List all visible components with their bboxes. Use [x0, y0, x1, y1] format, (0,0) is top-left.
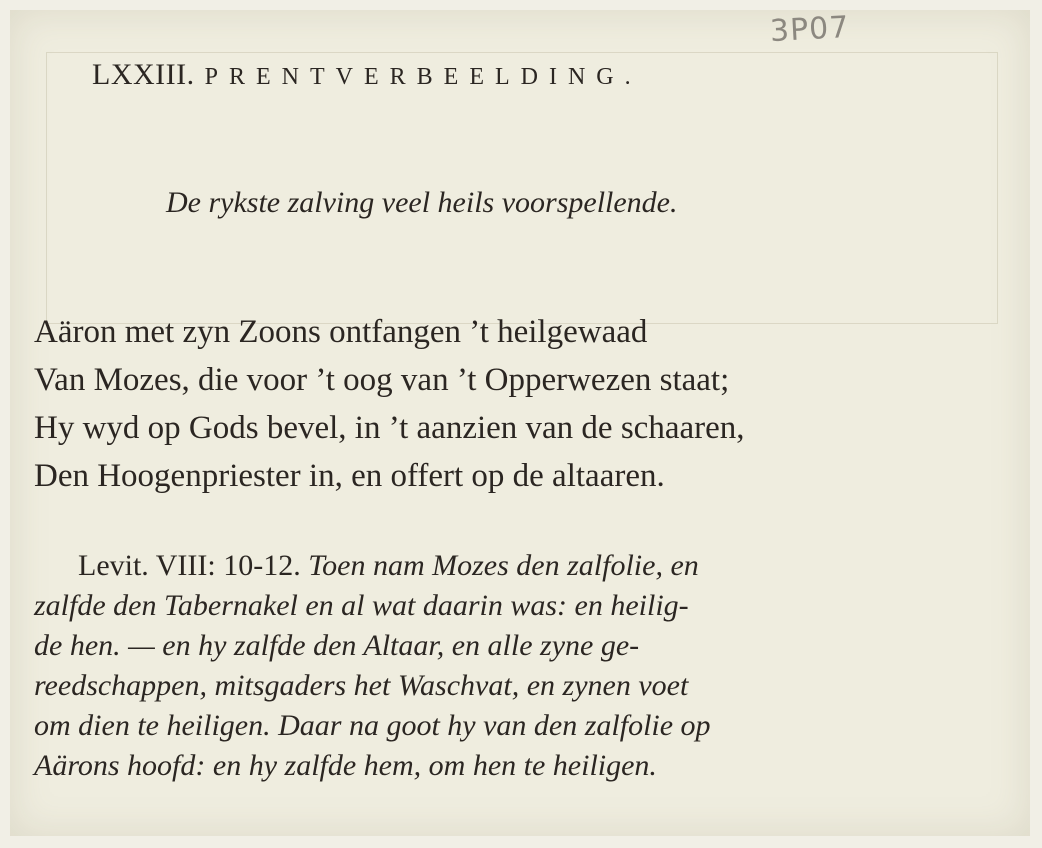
- scripture-reference: Levit. VIII: 10-12.: [78, 549, 301, 582]
- scripture-line: reedschappen, mitsgaders het Waschvat, en zynen voet: [34, 669, 689, 702]
- scripture-line: de hen. — en hy zalfde den Altaar, en alle zyne ge-: [34, 629, 640, 662]
- heading-title: PRENTVERBEELDING.: [204, 64, 642, 90]
- verse-line: Hy wyd op Gods bevel, in ’t aanzien van de schaaren,: [34, 410, 745, 446]
- scripture-text: Toen nam Mozes den zalfolie, en: [308, 549, 699, 582]
- verse-line: Den Hoogenpriester in, en offert op de altaaren.: [34, 458, 665, 494]
- page-heading: [92, 58, 642, 92]
- scripture-passage: [34, 546, 1014, 786]
- verse-line: Van Mozes, die voor ’t oog van ’t Opperwezen staat;: [34, 362, 730, 398]
- verse-line: Aäron met zyn Zoons ontfangen ’t heilgewaad: [34, 314, 648, 350]
- scripture-line: Aärons hoofd: en hy zalfde hem, om hen te heiligen.: [34, 749, 657, 782]
- scripture-line: om dien te heiligen. Daar na goot hy van den zalfolie op: [34, 709, 711, 742]
- subtitle: De rykste zalving veel heils voorspellende.: [166, 186, 678, 219]
- scripture-line: zalfde den Tabernakel en al wat daarin was: en heilig-: [34, 589, 689, 622]
- pencil-annotation: 3P07: [769, 9, 851, 50]
- verse: [34, 308, 1024, 500]
- scripture-line: [34, 546, 1014, 586]
- heading-number: LXXIII.: [92, 58, 195, 91]
